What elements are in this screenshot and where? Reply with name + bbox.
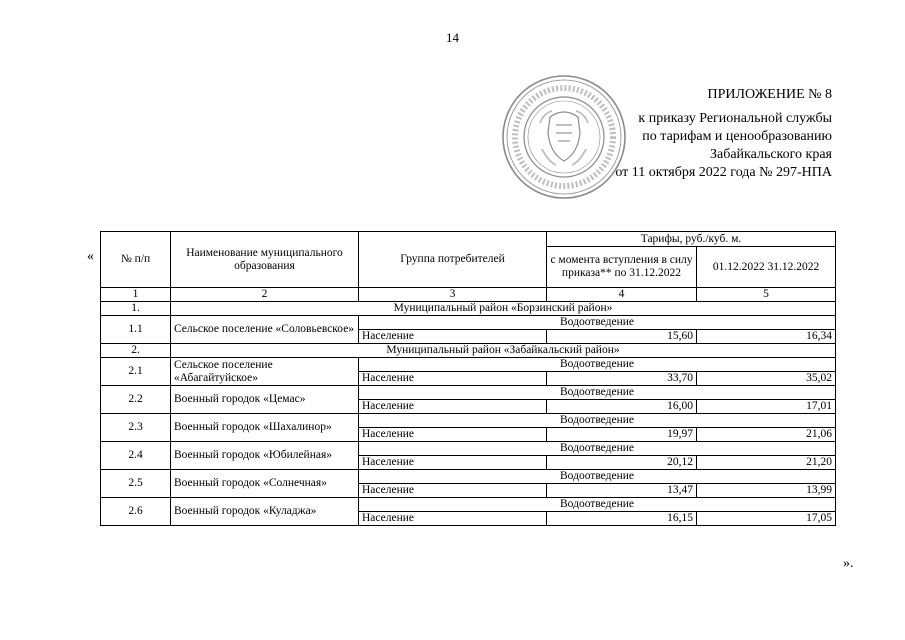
service-type: Водоотведение bbox=[359, 442, 836, 456]
consumer-group: Население bbox=[359, 330, 547, 344]
consumer-group: Население bbox=[359, 484, 547, 498]
table-header bbox=[101, 232, 836, 302]
appendix-block bbox=[592, 86, 832, 182]
entry-number: 2.4 bbox=[101, 442, 171, 470]
service-type: Водоотведение bbox=[359, 358, 836, 372]
column-number: 5 bbox=[697, 288, 836, 302]
municipality-name: Сельское поселение «Абагайтуйское» bbox=[171, 358, 359, 386]
page-number: 14 bbox=[446, 30, 459, 45]
column-number: 3 bbox=[359, 288, 547, 302]
tariff-value-period-2: 17,01 bbox=[697, 400, 836, 414]
table-row bbox=[101, 442, 836, 456]
entry-number: 2.1 bbox=[101, 358, 171, 386]
table-row bbox=[101, 414, 836, 428]
tariff-value-period-2: 21,20 bbox=[697, 456, 836, 470]
tariff-value-period-1: 33,70 bbox=[547, 372, 697, 386]
entry-number: 2.6 bbox=[101, 498, 171, 526]
tariff-value-period-1: 15,60 bbox=[547, 330, 697, 344]
tariff-value-period-1: 19,97 bbox=[547, 428, 697, 442]
header-period-1: с момента вступления в силу приказа** по 31.12.2022 bbox=[547, 247, 697, 288]
table-row bbox=[101, 386, 836, 400]
table-row bbox=[101, 316, 836, 330]
appendix-line: Забайкальского края bbox=[709, 147, 832, 162]
municipality-name: Военный городок «Шахалинор» bbox=[171, 414, 359, 442]
section-row bbox=[101, 344, 836, 358]
tariff-value-period-2: 35,02 bbox=[697, 372, 836, 386]
tariff-value-period-1: 13,47 bbox=[547, 484, 697, 498]
municipality-name: Военный городок «Юбилейная» bbox=[171, 442, 359, 470]
appendix-title: ПРИЛОЖЕНИЕ № 8 bbox=[707, 87, 832, 102]
table-body bbox=[101, 302, 836, 526]
entry-number: 1.1 bbox=[101, 316, 171, 344]
header-municipality: Наименование муниципального образования bbox=[171, 232, 359, 288]
tariff-value-period-2: 17,05 bbox=[697, 512, 836, 526]
consumer-group: Население bbox=[359, 456, 547, 470]
tariff-value-period-2: 21,06 bbox=[697, 428, 836, 442]
service-type: Водоотведение bbox=[359, 498, 836, 512]
appendix-line: по тарифам и ценообразованию bbox=[642, 129, 832, 144]
tariff-value-period-2: 16,34 bbox=[697, 330, 836, 344]
column-number: 1 bbox=[101, 288, 171, 302]
service-type: Водоотведение bbox=[359, 386, 836, 400]
consumer-group: Население bbox=[359, 512, 547, 526]
entry-number: 2.5 bbox=[101, 470, 171, 498]
tariff-value-period-1: 16,00 bbox=[547, 400, 697, 414]
header-period-2: 01.12.2022 31.12.2022 bbox=[697, 247, 836, 288]
section-number: 1. bbox=[101, 302, 171, 316]
municipality-name: Сельское поселение «Соловьевское» bbox=[171, 316, 359, 344]
service-type: Водоотведение bbox=[359, 470, 836, 484]
entry-number: 2.2 bbox=[101, 386, 171, 414]
tariff-table bbox=[100, 231, 836, 526]
table-row bbox=[101, 358, 836, 372]
opening-quote: « bbox=[87, 249, 94, 264]
municipality-name: Военный городок «Цемас» bbox=[171, 386, 359, 414]
header-num: № п/п bbox=[101, 232, 171, 288]
closing-quote: ». bbox=[843, 556, 854, 571]
appendix-line: от 11 октября 2022 года № 297-НПА bbox=[615, 165, 832, 180]
tariff-value-period-1: 20,12 bbox=[547, 456, 697, 470]
appendix-line: к приказу Региональной службы bbox=[638, 111, 832, 126]
column-number: 4 bbox=[547, 288, 697, 302]
municipality-name: Военный городок «Солнечная» bbox=[171, 470, 359, 498]
table-row bbox=[101, 470, 836, 484]
section-number: 2. bbox=[101, 344, 171, 358]
municipality-name: Военный городок «Куладжа» bbox=[171, 498, 359, 526]
tariff-value-period-2: 13,99 bbox=[697, 484, 836, 498]
entry-number: 2.3 bbox=[101, 414, 171, 442]
section-row bbox=[101, 302, 836, 316]
header-group: Группа потребителей bbox=[359, 232, 547, 288]
consumer-group: Население bbox=[359, 428, 547, 442]
consumer-group: Население bbox=[359, 400, 547, 414]
section-name: Муниципальный район «Забайкальский район» bbox=[171, 344, 836, 358]
service-type: Водоотведение bbox=[359, 316, 836, 330]
tariff-value-period-1: 16,15 bbox=[547, 512, 697, 526]
header-tariffs: Тарифы, руб./куб. м. bbox=[547, 232, 836, 247]
section-name: Муниципальный район «Борзинский район» bbox=[171, 302, 836, 316]
table-row bbox=[101, 498, 836, 512]
consumer-group: Население bbox=[359, 372, 547, 386]
column-number: 2 bbox=[171, 288, 359, 302]
service-type: Водоотведение bbox=[359, 414, 836, 428]
